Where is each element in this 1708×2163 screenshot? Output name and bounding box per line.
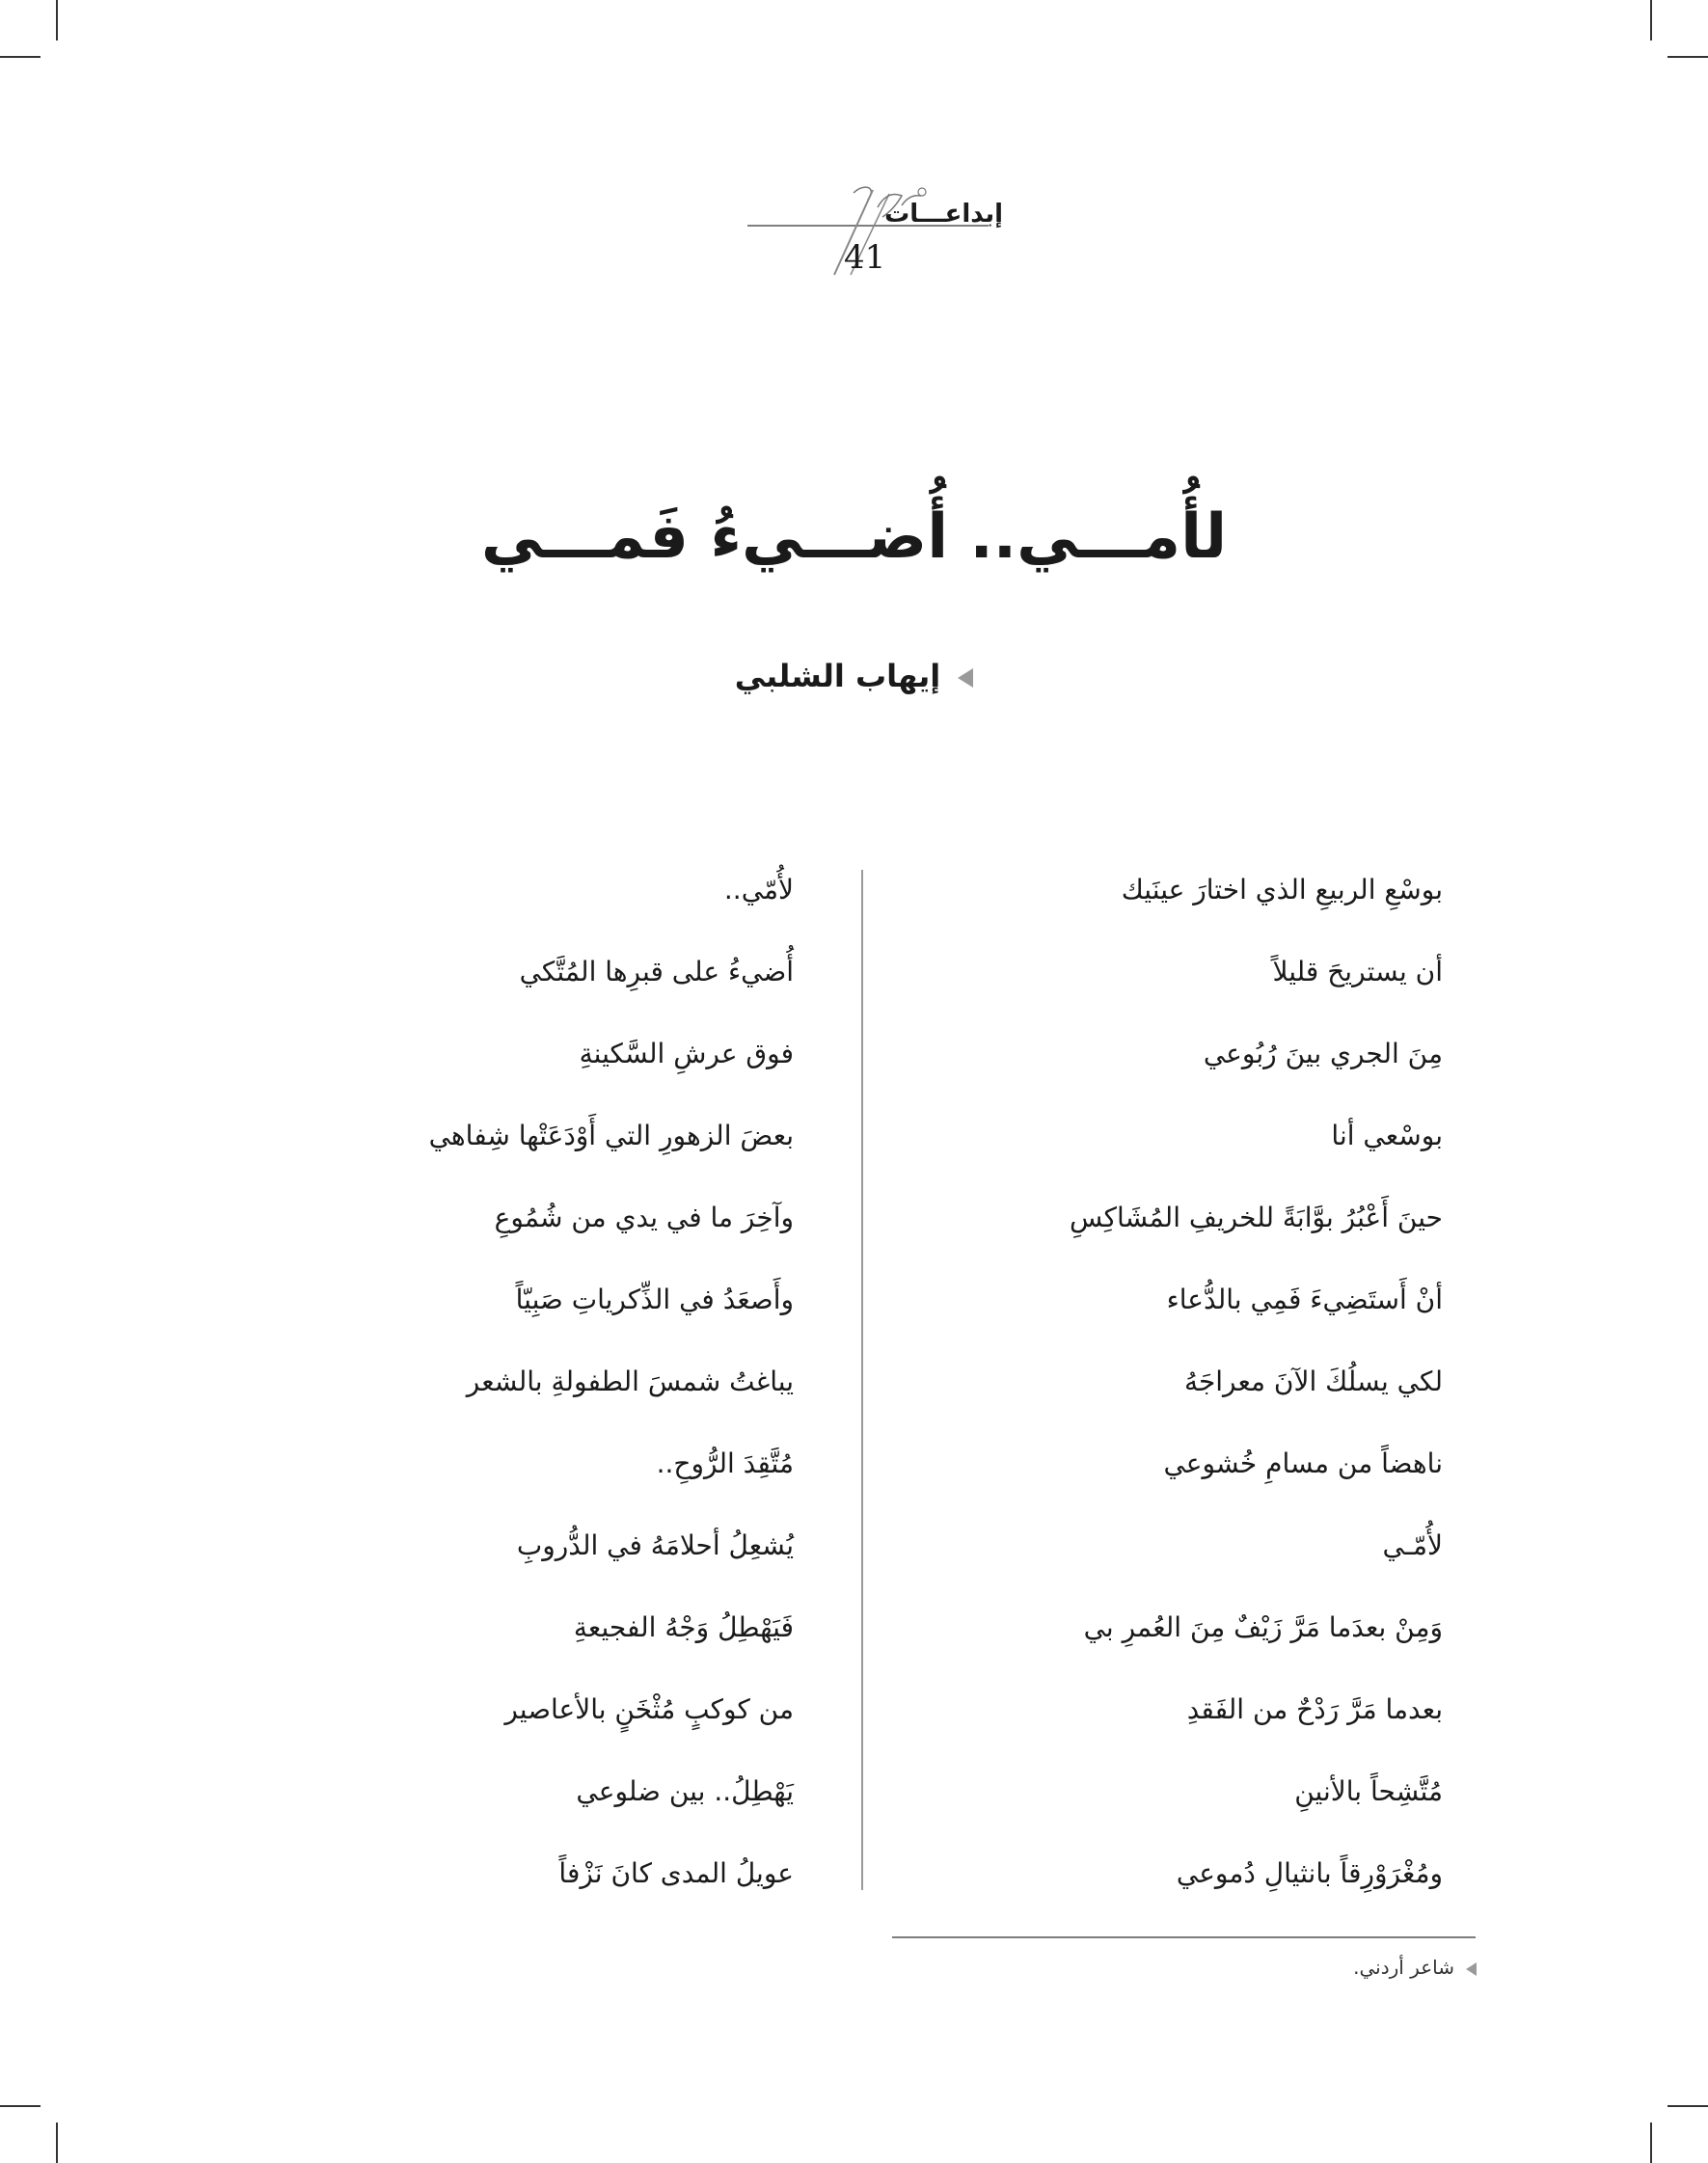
poem-line: يَهْطِلُ.. بين ضلوعي: [576, 1775, 794, 1807]
section-label: إبداعـــات: [884, 200, 1003, 229]
poem-line: أن يستريحَ قليلاً: [1272, 956, 1443, 987]
triangle-marker-icon: [958, 668, 973, 688]
poem-line: يباغتُ شمسَ الطفولةِ بالشعر: [466, 1365, 794, 1397]
poem-title: لأُمـــي.. أُضـــيءُ فَمـــي: [480, 501, 1228, 573]
poem-line: وأَصعَدُ في الذِّكرياتِ صَبِيّاً: [515, 1284, 794, 1315]
author-line: [0, 658, 1708, 694]
poem-line: مُتَّشِحاً بالأنينِ: [1294, 1775, 1443, 1807]
poem-line: بعدما مَرَّ رَدْحٌ من الفَقدِ: [1186, 1693, 1443, 1725]
crop-mark: [0, 2105, 41, 2107]
poem-line: وآخِرَ ما في يدي من شُمُوعِ: [494, 1202, 794, 1233]
poem-line: فوق عرشِ السَّكينةِ: [579, 1038, 794, 1069]
poem-line: عويلُ المدى كانَ نَزْفاً: [558, 1857, 794, 1889]
poem-line: أُضيءُ على قبرِها المُتَّكي: [519, 956, 794, 987]
running-header: [733, 178, 1003, 284]
author-name: إيهاب الشلبي: [734, 658, 941, 694]
poem-line: حينَ أَعْبُرُ بوَّابَةً للخريفِ المُشَاكِسِ: [1069, 1202, 1443, 1233]
poem-line: فَيَهْطِلُ وَجْهُ الفجيعةِ: [573, 1611, 794, 1643]
crop-mark: [1667, 56, 1708, 58]
poem-line: ناهضاً من مسامِ خُشوعي: [1163, 1447, 1443, 1479]
poem-line: مِنَ الجري بينَ رُبُوعي: [1203, 1038, 1443, 1069]
poem-line: وَمِنْ بعدَما مَرَّ زَيْفٌ مِنَ العُمرِ بي: [1083, 1611, 1443, 1643]
footnote-text: شاعر أردني.: [1353, 1956, 1454, 1979]
crop-mark: [56, 2122, 58, 2163]
poem-line: أنْ أَستَضِيءَ فَمِي بالدُّعاء: [1166, 1284, 1443, 1315]
poem-line: يُشعِلُ أحلامَهُ في الدُّروبِ: [516, 1529, 794, 1561]
poem-line: ومُغْرَوْرِقاً بانثيالِ دُموعي: [1176, 1857, 1443, 1889]
crop-mark: [56, 0, 58, 41]
poem-line: لأُمّـي: [1382, 1529, 1443, 1561]
poem-line: بوسْعِ الربيعِ الذي اختارَ عينَيك: [1121, 874, 1443, 906]
poem-line: من كوكبٍ مُثْخَنٍ بالأعاصير: [504, 1693, 794, 1725]
crop-mark: [1650, 0, 1652, 41]
crop-mark: [1667, 2105, 1708, 2107]
poem-line: بعضَ الزهورِ التي أَوْدَعَتْها شِفاهي: [428, 1120, 794, 1151]
triangle-marker-icon: [1466, 1962, 1477, 1976]
crop-mark: [1650, 2122, 1652, 2163]
poem-column-left: [292, 849, 794, 1914]
crop-mark: [0, 56, 41, 58]
poem-line: لأُمّي..: [723, 874, 794, 906]
poem-line: لكي يسلُكَ الآنَ معراجَهُ: [1183, 1365, 1443, 1397]
poem-line: مُتَّقِدَ الرُّوحِ..: [656, 1447, 794, 1479]
poem-column-right: [864, 849, 1443, 1914]
footnote-rule: [892, 1936, 1476, 1938]
page-number: 41: [844, 238, 886, 277]
footnote: [1353, 1956, 1477, 1979]
column-divider: [861, 870, 863, 1890]
poem-line: بوسْعي أنا: [1331, 1120, 1443, 1151]
